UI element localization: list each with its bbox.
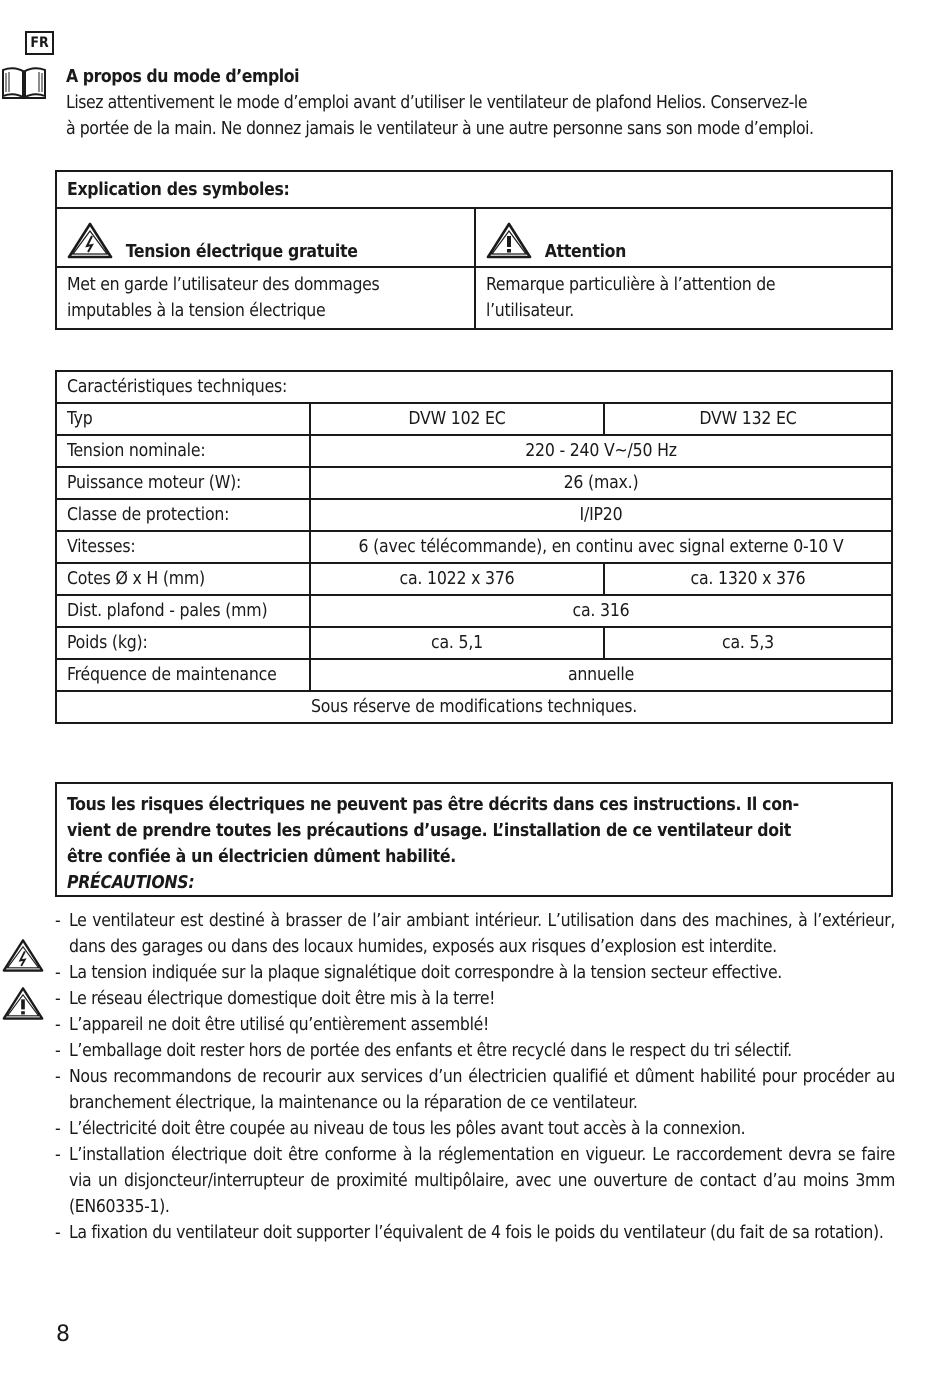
precautions-heading: PRÉCAUTIONS: [67,873,195,893]
electric-warning-icon [2,936,44,974]
tech-table [55,370,893,724]
table-row [56,563,892,595]
tech-title: Caractéristiques techniques: [56,371,892,403]
list-item: - L’installation électrique doit être conforme à la réglementation en vigueur. Le raccordement devra se faire via un disjoncteur/interrupteur de proximité multipôlaire, avec une ouverture de contact d’au moins 3mm (EN60335-1). [55,1142,895,1220]
warning-line: être confiée à un électricien dûment habilité. [67,847,456,867]
intro-line: à portée de la main. Ne donnez jamais le ventilateur à une autre personne sans son mode d’emploi. [66,119,814,139]
list-item: - Nous recommandons de recourir aux services d’un électricien qualifié et dûment habilité pour procéder au branchement électrique, la maintenance ou la réparation de ce ventilateur. [55,1064,895,1116]
table-row [56,499,892,531]
row-value-a: ca. 5,1 [310,627,604,659]
table-row [56,627,892,659]
language-badge: FR [25,31,54,55]
row-label: Dist. plafond - pales (mm) [56,595,310,627]
tech-footer: Sous réserve de modifications techniques. [56,691,892,723]
intro-line: Lisez attentivement le mode d’emploi avant d’utiliser le ventilateur de plafond Helios. Conservez-le [66,93,808,113]
row-label: Puissance moteur (W): [56,467,310,499]
attention-warning-icon [2,984,44,1022]
symbol-attention-desc [475,267,892,329]
symbol-attention-label: Attention [544,242,627,262]
table-row [56,467,892,499]
row-label: Classe de protection: [56,499,310,531]
list-item: - Le réseau électrique domestique doit être mis à la terre! [55,986,895,1012]
symbol-voltage-header [56,208,475,267]
list-item-text: La fixation du ventilateur doit supporter l’équivalent de 4 fois le poids du ventilateur (du fait de sa rotation). [69,1223,884,1243]
symbol-attention-header [475,208,892,267]
row-value: ca. 316 [310,595,892,627]
row-label: Typ [56,403,310,435]
list-item: - La tension indiquée sur la plaque signalétique doit correspondre à la tension secteur effective. [55,960,895,986]
desc-line: Remarque particulière à l’attention de [486,275,776,295]
row-value: I/IP20 [310,499,892,531]
symbols-table [55,170,893,330]
warning-line: Tous les risques électriques ne peuvent pas être décrits dans ces instructions. Il con- [67,795,799,815]
row-value: annuelle [310,659,892,691]
open-book-icon [1,64,47,100]
list-item-text: Nous recommandons de recourir aux services d’un électricien qualifié et dûment habilité pour procéder au branchement électrique, la maintenance ou la réparation de ce ventilateur. [69,1067,895,1113]
list-item-text: L’emballage doit rester hors de portée des enfants et être recyclé dans le respect du tri sélectif. [69,1041,792,1061]
electric-warning-icon [67,221,113,259]
intro-section [66,64,896,142]
symbol-voltage-label: Tension électrique gratuite [125,242,358,262]
row-label: Fréquence de maintenance [56,659,310,691]
row-label: Vitesses: [56,531,310,563]
table-row [56,435,892,467]
intro-title: A propos du mode d’emploi [66,67,300,87]
row-value: 6 (avec télécommande), en continu avec signal externe 0-10 V [310,531,892,563]
symbols-title: Explication des symboles: [56,171,892,208]
list-item-text: L’appareil ne doit être utilisé qu’entièrement assemblé! [69,1015,489,1035]
warning-line: vient de prendre toutes les précautions d’usage. L’installation de ce ventilateur doit [67,821,792,841]
list-item-text: Le réseau électrique domestique doit être mis à la terre! [69,989,496,1009]
list-item: - L’électricité doit être coupée au niveau de tous les pôles avant tout accès à la connexion. [55,1116,895,1142]
row-label: Cotes Ø x H (mm) [56,563,310,595]
list-item: - La fixation du ventilateur doit supporter l’équivalent de 4 fois le poids du ventilateur (du fait de sa rotation). [55,1220,895,1246]
row-label: Poids (kg): [56,627,310,659]
list-item-text: L’installation électrique doit être conforme à la réglementation en vigueur. Le raccordement devra se faire via un disjoncteur/interrupteur de proximité multipôlaire, avec une ouverture de contact d’au moins 3mm (EN60335-1). [69,1145,895,1217]
table-row [56,531,892,563]
list-item: - L’emballage doit rester hors de portée des enfants et être recyclé dans le respect du tri sélectif. [55,1038,895,1064]
precautions-list [55,908,895,1246]
table-row [56,403,892,435]
table-row [56,595,892,627]
row-value-a: ca. 1022 x 376 [310,563,604,595]
symbol-voltage-desc [56,267,475,329]
row-value-a: DVW 102 EC [310,403,604,435]
list-item: - L’appareil ne doit être utilisé qu’entièrement assemblé! [55,1012,895,1038]
row-value-b: DVW 132 EC [604,403,892,435]
list-item-text: La tension indiquée sur la plaque signalétique doit correspondre à la tension secteur effective. [69,963,782,983]
desc-line: Met en garde l’utilisateur des dommages [67,275,380,295]
desc-line: l’utilisateur. [486,301,574,321]
table-row [56,659,892,691]
attention-warning-icon [486,221,532,259]
row-label: Tension nominale: [56,435,310,467]
list-item: - Le ventilateur est destiné à brasser de l’air ambiant intérieur. L’utilisation dans des machines, à l’extérieur, dans des garages ou dans des locaux humides, exposés aux risques d’explosion est interdite. [55,908,895,960]
warning-box [55,782,893,897]
row-value: 26 (max.) [310,467,892,499]
desc-line: imputables à la tension électrique [67,301,326,321]
page-number: 8 [56,1322,70,1347]
row-value-b: ca. 1320 x 376 [604,563,892,595]
list-item-text: L’électricité doit être coupée au niveau de tous les pôles avant tout accès à la connexion. [69,1119,746,1139]
row-value-b: ca. 5,3 [604,627,892,659]
list-item-text: Le ventilateur est destiné à brasser de l’air ambiant intérieur. L’utilisation dans des machines, à l’extérieur, dans des garages ou dans des locaux humides, exposés aux risques d’explosion est interdite. [69,911,895,957]
row-value: 220 - 240 V~/50 Hz [310,435,892,467]
